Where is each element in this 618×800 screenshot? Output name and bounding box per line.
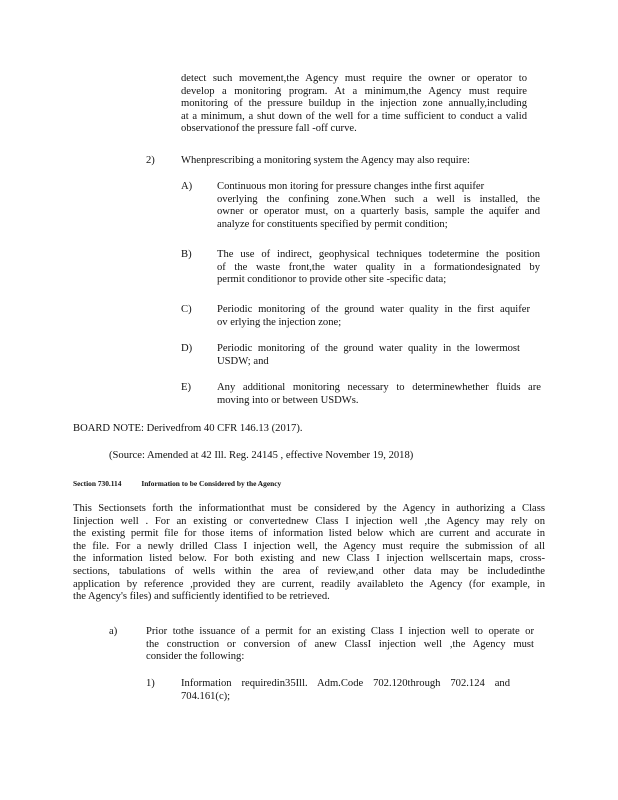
continuation-paragraph	[181, 73, 527, 136]
sub-item-c-text	[217, 304, 530, 329]
text-line: Any additional monitoring necessary to determinewhether fluids are	[217, 382, 541, 393]
text-line: Iinjection well . For an existing or convertednew Class I injection well ,the Agency may rely on	[73, 515, 545, 527]
text-line: the Agency's files) and sufficiently identified to be retrieved.	[73, 591, 330, 603]
text-line: owner or operator must, on a quarterly basis, sample the aquifer and	[217, 206, 540, 218]
text-line: This Sectionsets forth the informationthat must be considered by the Agency in authorizing a Class	[73, 503, 545, 514]
section-body	[73, 503, 545, 604]
text-line: The use of indirect, geophysical techniques todetermine the position	[217, 249, 540, 260]
sub-item-e-label: E)	[181, 382, 191, 393]
text-line: Continuous mon itoring for pressure changes inthe first aquifer	[217, 181, 485, 192]
text-line: the construction or conversion of anew ClassI injection well ,the Agency must	[146, 638, 534, 650]
text-line: moving into or between USDWs.	[217, 394, 359, 406]
sub-item-a-label: A)	[181, 181, 193, 192]
sub-item-b-label: B)	[181, 249, 192, 260]
text-line: consider the following:	[146, 651, 245, 663]
text-line: overlying the confining zone.When such a well is installed, the	[217, 193, 540, 205]
sub-item-a-text	[217, 181, 540, 231]
text-line: Periodic monitoring of the ground water quality in the first aquifer	[217, 304, 530, 315]
sub-item-d-text	[217, 343, 520, 368]
section-heading	[73, 478, 299, 491]
text-line: the information listed below. For both existing and new Class I injection wellscertain maps, cross-	[73, 553, 545, 565]
sub-item-c-label: C)	[181, 304, 192, 315]
text-line: 704.161(c);	[181, 690, 231, 702]
item-2-label: 2)	[146, 155, 155, 166]
section-number: Section 730.114	[73, 479, 122, 488]
text-line: of the waste front,the water quality in a formationdesignated by	[217, 261, 540, 273]
text-line: detect such movement,the Agency must require the owner or operator to	[181, 73, 527, 84]
item-a-text	[146, 626, 534, 664]
item-a1-text	[181, 678, 510, 703]
sub-item-e-text	[217, 382, 541, 407]
text-line: sections, tabulations of wells within the area of review,and other data may be includedinthe	[73, 565, 545, 577]
item-2-text: Whenprescribing a monitoring system the Agency may also require:	[181, 155, 470, 166]
sub-item-b-text	[217, 249, 540, 287]
text-line: permit conditionor to provide other site -specific data;	[217, 274, 447, 286]
section-title: Information to be Considered by the Agency	[141, 479, 282, 488]
text-line: application by reference ,provided they are current, readily availableto the Agency (for example, in	[73, 578, 545, 590]
text-line: Information requiredin35Ill. Adm.Code 702.120through 702.124 and	[181, 678, 510, 689]
item-a1-label: 1)	[146, 678, 155, 689]
source-note: (Source: Amended at 42 Ill. Reg. 24145 , effective November 19, 2018)	[109, 450, 414, 461]
text-line: monitoring of the pressure buildup in the injection zone annually,including	[181, 98, 527, 110]
item-a-label: a)	[109, 626, 118, 637]
text-line: Periodic monitoring of the ground water quality in the lowermost	[217, 343, 520, 354]
text-line: Prior tothe issuance of a permit for an existing Class I injection well to operate or	[146, 626, 534, 637]
text-line: USDW; and	[217, 355, 269, 367]
text-line: analyze for constituents specified by permit condition;	[217, 218, 448, 230]
text-line: develop a monitoring program. At a minimum,the Agency must require	[181, 85, 527, 97]
sub-item-d-label: D)	[181, 343, 193, 354]
board-note: BOARD NOTE: Derivedfrom 40 CFR 146.13 (2017).	[73, 423, 303, 434]
text-line: the existing permit file for those items of information listed below which are current and accurate in	[73, 528, 545, 540]
text-line: at a minimum, a shut down of the well for a time sufficient to conduct a valid	[181, 110, 527, 122]
text-line: ov erlying the injection zone;	[217, 316, 342, 328]
text-line: the file. For a newly drilled Class I injection well, the Agency must require the submission of all	[73, 540, 545, 552]
text-line: observationof the pressure fall -off curve.	[181, 123, 357, 135]
